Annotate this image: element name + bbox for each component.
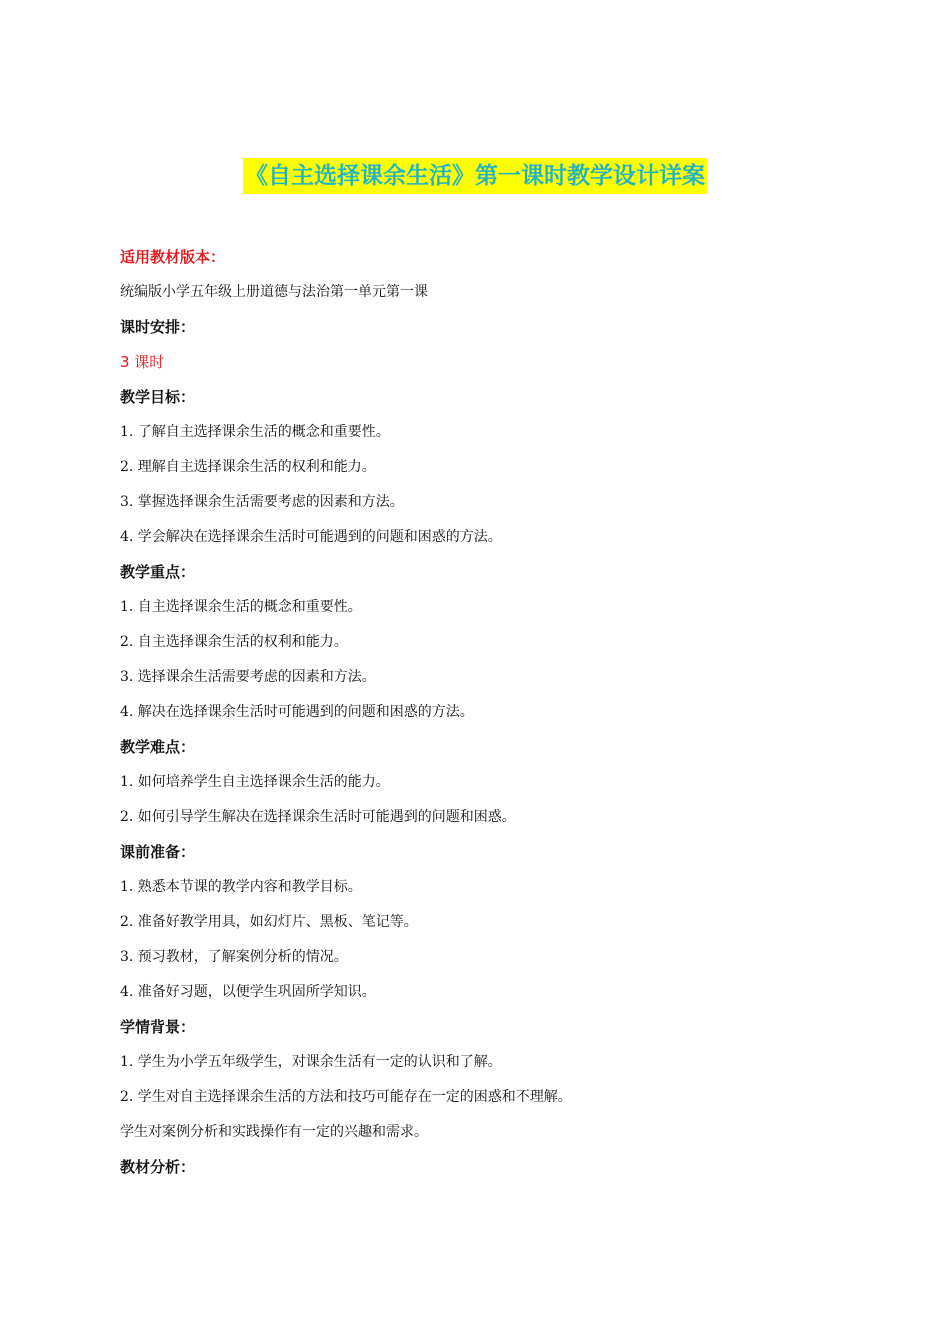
list-item: 4. 解决在选择课余生活时可能遇到的问题和困惑的方法。 [120, 704, 474, 720]
list-item: 1. 自主选择课余生活的概念和重要性。 [120, 599, 362, 615]
list-item: 2. 自主选择课余生活的权利和能力。 [120, 634, 348, 650]
document-title: 《自主选择课余生活》第一课时教学设计详案 [243, 158, 707, 194]
list-item: 2. 理解自主选择课余生活的权利和能力。 [120, 459, 376, 475]
section-heading-textbook-version: 适用教材版本： [120, 248, 226, 266]
paragraph-lesson-count: 3 课时 [120, 353, 165, 371]
preparation-list [120, 876, 840, 1016]
list-item: 1. 如何培养学生自主选择课余生活的能力。 [120, 774, 390, 790]
section-heading-preparation: 课前准备： [120, 843, 196, 861]
list-item: 2. 学生对自主选择课余生活的方法和技巧可能存在一定的困惑和不理解。 [120, 1089, 572, 1105]
section-heading-key-points: 教学重点： [120, 563, 196, 581]
student-background-list [120, 1051, 840, 1156]
section-heading-difficulties: 教学难点： [120, 738, 196, 756]
list-item: 2. 如何引导学生解决在选择课余生活时可能遇到的问题和困惑。 [120, 809, 516, 825]
section-heading-objectives: 教学目标： [120, 388, 196, 406]
list-item: 1. 了解自主选择课余生活的概念和重要性。 [120, 424, 390, 440]
paragraph: 统编版小学五年级上册道德与法治第一单元第一课 [120, 284, 428, 300]
objectives-list [120, 421, 840, 561]
list-item: 3. 选择课余生活需要考虑的因素和方法。 [120, 669, 376, 685]
section-heading-textbook-analysis: 教材分析： [120, 1158, 196, 1176]
list-item: 学生对案例分析和实践操作有一定的兴趣和需求。 [120, 1124, 428, 1140]
difficulties-list [120, 771, 840, 841]
list-item: 3. 掌握选择课余生活需要考虑的因素和方法。 [120, 494, 404, 510]
list-item: 4. 准备好习题，以便学生巩固所学知识。 [120, 984, 376, 1000]
document-body [120, 246, 840, 1191]
title-wrapper [0, 158, 950, 194]
list-item: 3. 预习教材，了解案例分析的情况。 [120, 949, 348, 965]
key-points-list [120, 596, 840, 736]
list-item: 1. 学生为小学五年级学生，对课余生活有一定的认识和了解。 [120, 1054, 502, 1070]
list-item: 2. 准备好教学用具，如幻灯片、黑板、笔记等。 [120, 914, 418, 930]
section-heading-schedule: 课时安排： [120, 318, 196, 336]
section-heading-student-background: 学情背景： [120, 1018, 196, 1036]
list-item: 4. 学会解决在选择课余生活时可能遇到的问题和困惑的方法。 [120, 529, 502, 545]
list-item: 1. 熟悉本节课的教学内容和教学目标。 [120, 879, 362, 895]
